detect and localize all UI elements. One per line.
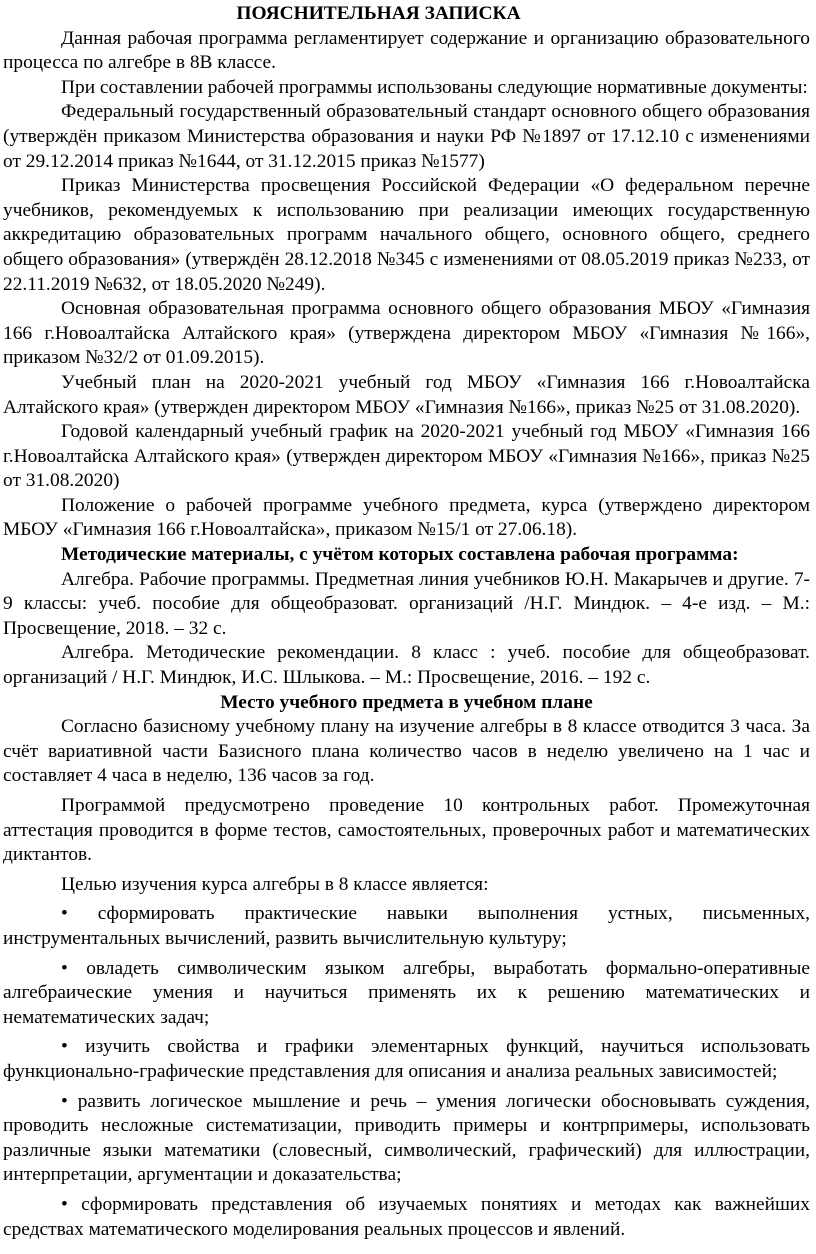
methodical-item-2: Алгебра. Методические рекомендации. 8 класс : учеб. пособие для общеобразоват. организаций / Н.Г. Миндюк, И.С. Шлыкова. – М.: Просвещение, 2016. – 192 с. — [3, 642, 810, 689]
normative-doc-study-plan: Учебный план на 2020-2021 учебный год МБОУ «Гимназия 166 г.Новоалтайска Алтайского края» (утвержден директором МБОУ «Гимназия №166», приказ №25 от 31.08.2020). — [3, 371, 810, 418]
goal-item-3 — [3, 1035, 810, 1084]
place-paragraph-tests: Программой предусмотрено проведение 10 контрольных работ. Промежуточная аттестация проводится в форме тестов, самостоятельных, проверочных работ и математических диктантов. — [3, 795, 810, 866]
normative-doc-main-program: Основная образовательная программа основного общего образования МБОУ «Гимназия 166 г.Новоалтайска Алтайского края» (утверждена директором МБОУ «Гимназия №166», приказом №32/2 от 01.09.2015). — [3, 298, 810, 369]
goal-text: сформировать практические навыки выполнения устных, письменных, инструментальных вычислений, развить вычислительную культуру; — [3, 903, 811, 949]
goal-text: развить логическое мышление и речь – умения логически обосновывать суждения, проводить несложные систематизации, приводить примеры и контрпримеры, использовать различные языки математики (словесный, символический, графический) для иллюстрации, интерпретации, аргументации и доказательства; — [3, 1090, 810, 1186]
normative-doc-regulation: Положение о рабочей программе учебного предмета, курса (утверждено директором МБОУ «Гимназия 166 г.Новоалтайска», приказом №15/1 от 27.06.18). — [3, 494, 810, 541]
place-paragraph-goal-intro: Целью изучения курса алгебры в 8 классе является: — [61, 873, 489, 895]
intro-paragraph-2: При составлении рабочей программы использованы следующие нормативные документы: — [61, 76, 808, 98]
document-title: ПОЯСНИТЕЛЬНАЯ ЗАПИСКА — [236, 3, 521, 24]
methodical-heading: Методические материалы, с учётом которых составлена рабочая программа: — [61, 544, 739, 566]
bullet-mark: • — [61, 1090, 68, 1112]
intro-paragraph-1: Данная рабочая программа регламентирует содержание и организацию образовательного процесса по алгебре в 8В классе. — [3, 27, 810, 74]
bullet-mark: • — [61, 1193, 68, 1215]
bullet-mark: • — [61, 957, 68, 979]
normative-doc-calendar: Годовой календарный учебный график на 2020-2021 учебный год МБОУ «Гимназия 166 г.Новоалтайска Алтайского края» (утвержден директором МБОУ «Гимназия №166», приказ №25 от 31.08.2020) — [3, 421, 810, 492]
place-heading: Место учебного предмета в учебном плане — [220, 691, 593, 713]
goal-item-4 — [3, 1090, 810, 1188]
normative-doc-fgos: Федеральный государственный образовательный стандарт основного общего образования (утверждён приказом Министерства образования и науки РФ №1897 от 17.12.10 с изменениями от 29.12.2014 приказ №1644, от 31.12.2015 приказ №1577) — [3, 101, 810, 172]
goal-item-1 — [3, 902, 810, 951]
goal-item-2 — [3, 957, 810, 1031]
bullet-mark: • — [61, 903, 68, 925]
goal-text: сформировать представления об изучаемых понятиях и методах как важнейших средствах математического моделирования реальных процессов и явлений. — [3, 1193, 810, 1240]
normative-doc-textbooks-order: Приказ Министерства просвещения Российской Федерации «О федеральном перечне учебников, рекомендуемых к использованию при реализации имеющих государственную аккредитацию образовательных программ начального общего, основного общего, среднего общего образования» (утверждён 28.12.2018 №345 с изменениями от 08.05.2019 приказ №233, от 22.11.2019 №632, от 18.05.2020 №249). — [3, 175, 810, 295]
goal-text: овладеть символическим языком алгебры, выработать формально-оперативные алгебраические умения и научиться применять их к решению математических и нематематических задач; — [3, 957, 810, 1028]
goal-item-5 — [3, 1193, 810, 1242]
goal-text: изучить свойства и графики элементарных функций, научиться использовать функционально-графические представления для описания и анализа реальных зависимостей; — [3, 1036, 810, 1082]
bullet-mark: • — [61, 1036, 68, 1058]
place-paragraph-hours: Согласно базисному учебному плану на изучение алгебры в 8 классе отводится 3 часа. За счёт вариативной части Базисного плана количество часов в неделю увеличено на 1 час и составляет 4 часа в неделю, 136 часов за год. — [3, 716, 810, 787]
methodical-item-1: Алгебра. Рабочие программы. Предметная линия учебников Ю.Н. Макарычев и другие. 7-9 классы: учеб. пособие для общеобразоват. организаций /Н.Г. Миндюк. – 4-е изд. – М.: Просвещение, 2018. – 32 с. — [3, 568, 810, 639]
